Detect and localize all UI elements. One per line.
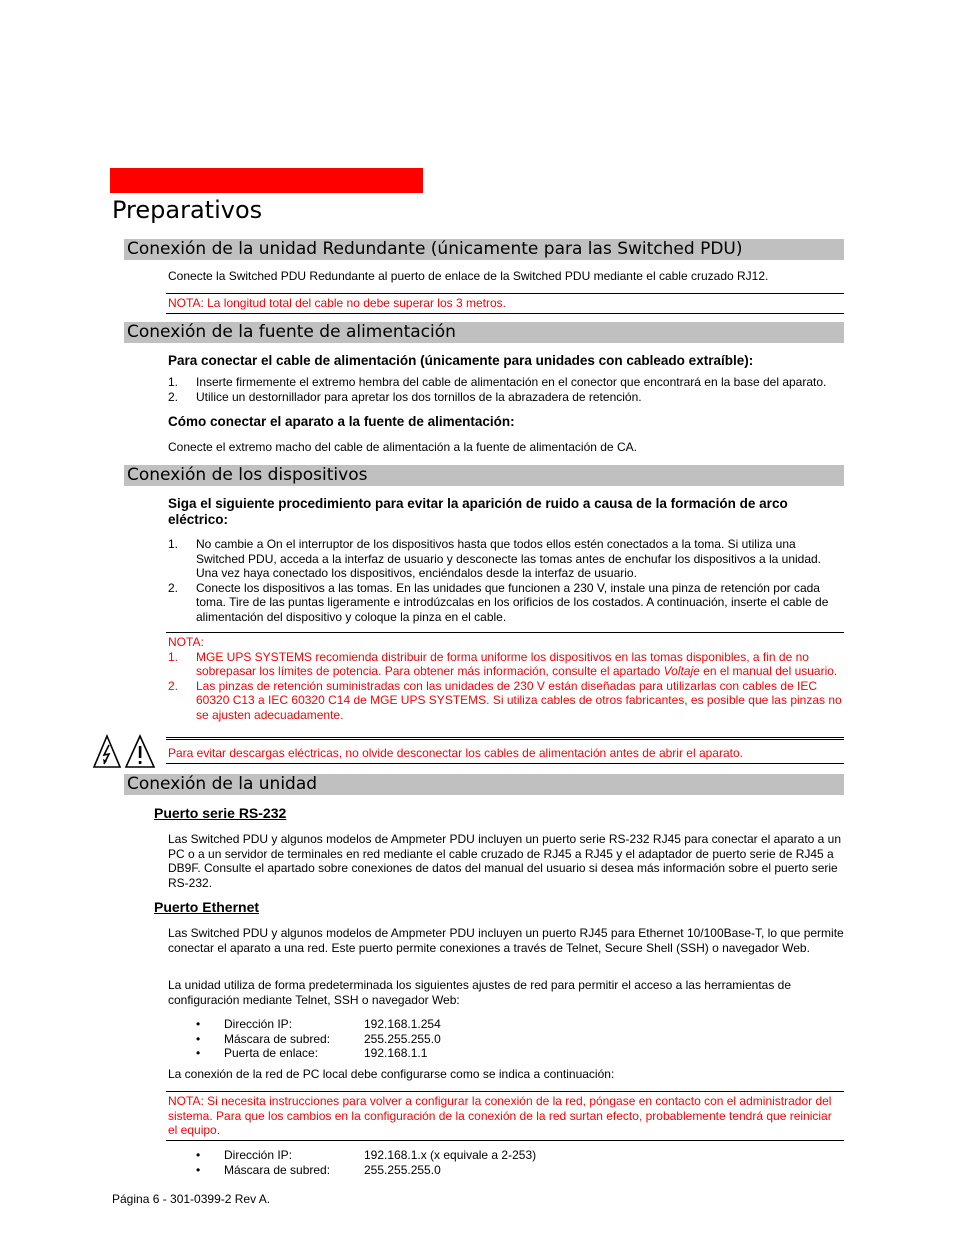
- network-note: NOTA: Si necesita instrucciones para volver a configurar la conexión de la red, póngase en contacto con el administrador del sistema. Para que los cambios en la configuración de la conexión de la red surtan efecto, probablemente tendrá que reiniciar el equipo.: [166, 1091, 844, 1141]
- serial-port-subheading: Puerto serie RS-232: [154, 805, 287, 821]
- list-item: • Dirección IP: 192.168.1.254: [196, 1017, 441, 1031]
- section-heading-unit: Conexión de la unidad: [124, 774, 844, 795]
- section-heading-redundant: Conexión de la unidad Redundante (únicamente para las Switched PDU): [124, 239, 844, 260]
- list-item: 1. MGE UPS SYSTEMS recomienda distribuir de forma uniforme los dispositivos en las tomas disponibles, a fin de no sobrepasar los límites de potencia. Para obtener más información, consulte el apartado Voltaje en el manual del usuario.: [168, 649, 838, 678]
- ethernet-paragraph-2: La unidad utiliza de forma predeterminada los siguientes ajustes de red para permitir el acceso a las herramientas de configuración mediante Telnet, SSH o navegador Web:: [168, 978, 792, 1007]
- section-heading-devices: Conexión de los dispositivos: [124, 465, 844, 486]
- devices-note-label: NOTA:: [168, 635, 204, 649]
- redundant-note: NOTA: La longitud total del cable no debe superar los 3 metros.: [166, 293, 844, 314]
- warning-icons: [92, 734, 164, 770]
- devices-intro: Siga el siguiente procedimiento para evitar la aparición de ruido a causa de la formación de arco eléctrico:: [168, 496, 788, 527]
- page-footer: Página 6 - 301-0399-2 Rev A.: [112, 1192, 271, 1206]
- serial-port-paragraph: Las Switched PDU y algunos modelos de Ampmeter PDU incluyen un puerto serie RS-232 RJ45 para conectar el aparato a un PC o a un servidor de terminales en red mediante el cable cruzado de RJ45 a RJ45 y el adaptador de puerto serie de RJ45 a DB9F. Consulte el apartado sobre conexiones de datos del manual del usuario si desea más información sobre el puerto serie RS-232.: [168, 832, 842, 890]
- list-item: • Máscara de subred: 255.255.255.0: [196, 1031, 441, 1046]
- list-item: • Máscara de subred: 255.255.255.0: [196, 1162, 441, 1177]
- electric-shock-icon: [92, 734, 164, 770]
- list-item: 1. Inserte firmemente el extremo hembra del cable de alimentación en el conector que encontrará en la base del aparato.: [168, 375, 827, 389]
- list-item: • Puerta de enlace: 192.168.1.1: [196, 1046, 428, 1060]
- header-red-bar: [110, 168, 423, 193]
- shock-warning: Para evitar descargas eléctricas, no olvide desconectar los cables de alimentación antes de abrir el aparato.: [166, 739, 844, 764]
- devices-steps-list: [168, 537, 844, 624]
- section-heading-power: Conexión de la fuente de alimentación: [124, 322, 844, 343]
- list-item: 1. No cambie a On el interruptor de los dispositivos hasta que todos ellos estén conectados a la toma. Si utiliza una Switched PDU, acceda a la interfaz de usuario y desconecte las tomas antes de enchufar los dispositivos a la unidad. Una vez haya conectado los dispositivos, enciéndalos desde la interfaz de usuario.: [168, 537, 822, 580]
- list-item: • Dirección IP: 192.168.1.x (x equivale a 2-253): [196, 1148, 537, 1162]
- list-item: 2. Utilice un destornillador para apretar los dos tornillos de la abrazadera de retención.: [168, 389, 642, 404]
- power-steps-list: [168, 375, 844, 404]
- power-source-subheading: Cómo conectar el aparato a la fuente de alimentación:: [168, 414, 515, 429]
- local-settings-list: [196, 1148, 756, 1177]
- ethernet-paragraph-3: La conexión de la red de PC local debe configurarse como se indica a continuación:: [168, 1067, 615, 1081]
- ethernet-paragraph-1: Las Switched PDU y algunos modelos de Ampmeter PDU incluyen un puerto RJ45 para Ethernet 10/100Base-T, lo que permite conectar el aparato a una red. Este puerto permite conexiones a través de Telnet, Secure Shell (SSH) o navegador Web.: [168, 926, 844, 955]
- default-settings-list: [196, 1017, 756, 1061]
- page-title: Preparativos: [112, 196, 263, 224]
- redundant-paragraph: Conecte la Switched PDU Redundante al puerto de enlace de la Switched PDU mediante el cable cruzado RJ12.: [168, 269, 769, 283]
- power-cable-subheading: Para conectar el cable de alimentación (únicamente para unidades con cableado extraíble):: [168, 353, 754, 368]
- devices-note-list: [168, 650, 842, 723]
- caution-icon: [126, 736, 154, 767]
- list-item: 2. Las pinzas de retención suministradas con las unidades de 230 V están diseñadas para utilizarlas con cables de IEC 60320 C13 a IEC 60320 C14 de MGE UPS SYSTEMS. Si utiliza cables de otros fabricantes, es posible que las pinzas no se ajusten adecuadamente.: [168, 678, 842, 722]
- power-source-paragraph: Conecte el extremo macho del cable de alimentación a la fuente de alimentación de CA.: [168, 440, 637, 454]
- devices-note: [166, 632, 844, 738]
- ethernet-subheading: Puerto Ethernet: [154, 899, 260, 915]
- list-item: 2. Conecte los dispositivos a las tomas. En las unidades que funcionen a 230 V, instale una pinza de retención por cada toma. Tire de las puntas ligeramente e introdúzcalas en los orificios de los costados. A continuación, inserte el cable de alimentación del dispositivo y coloque la pinza en el cable.: [168, 580, 829, 624]
